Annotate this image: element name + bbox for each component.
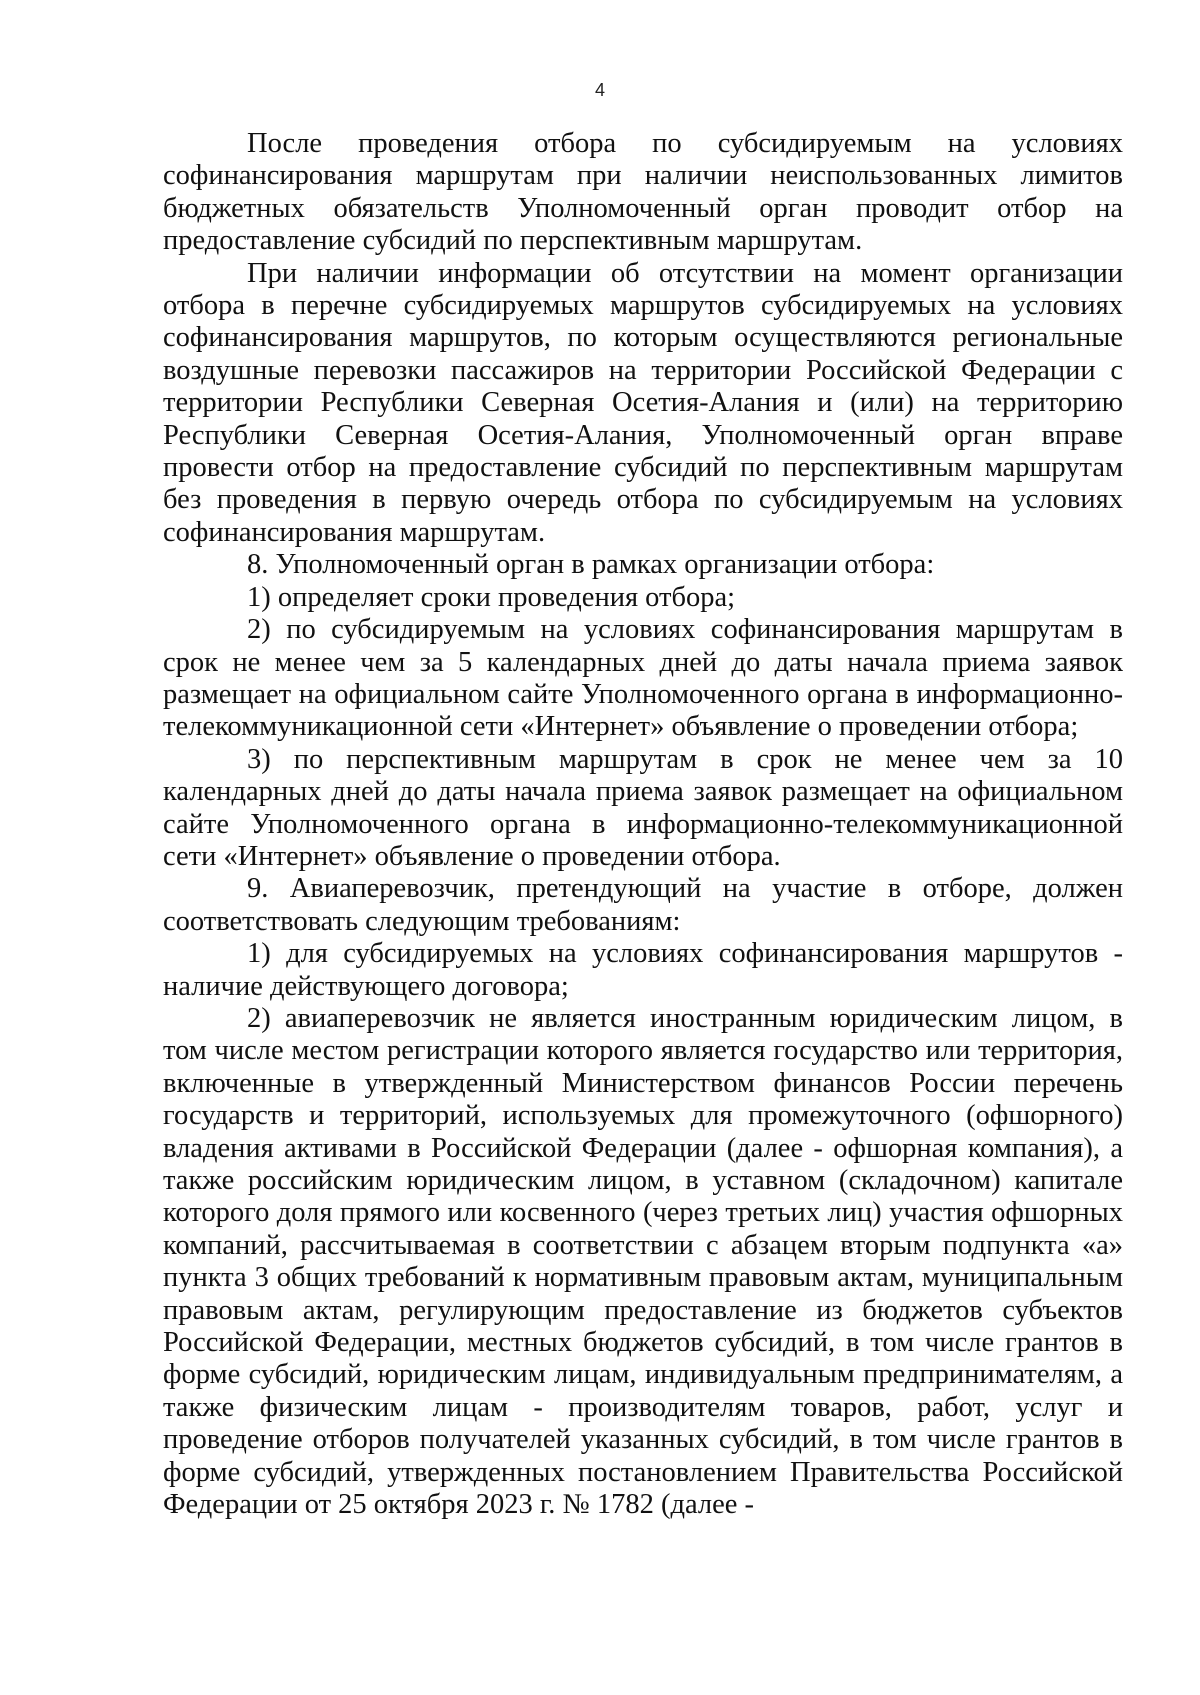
page-number: 4 bbox=[594, 80, 605, 100]
paragraph-no-routes-info: При наличии информации об отсутствии на момент организации отбора в перечне субсидируемых маршрутов субсидируемых на условиях софинансирования маршрутов, по которым осуществляются региональные воздушные перевозки пассажиров на территории Российской Федерации с территории Республики Северная Осетия-Алания и (или) на территорию Республики Северная Осетия-Алания, Уполномоченный орган вправе провести отбор на предоставление субсидий по перспективным маршрутам без проведения в первую очередь отбора по субсидируемым на условиях софинансирования маршрутам. bbox=[163, 257, 1123, 548]
document-body bbox=[163, 128, 1123, 1521]
paragraph-item-8: 8. Уполномоченный орган в рамках организации отбора: bbox=[247, 549, 935, 581]
paragraph-item-9-1: 1) для субсидируемых на условиях софинансирования маршрутов - наличие действующего договора; bbox=[163, 938, 1123, 1002]
paragraph-item-8-3: 3) по перспективным маршрутам в срок не менее чем за 10 календарных дней до даты начала приема заявок размещает на официальном сайте Уполномоченного органа в информационно-телекоммуникационной сети «Интернет» объявление о проведении отбора. bbox=[163, 743, 1123, 872]
paragraph-item-9: 9. Авиаперевозчик, претендующий на участие в отборе, должен соответствовать следующим требованиям: bbox=[163, 873, 1123, 937]
paragraph-item-9-2: 2) авиаперевозчик не является иностранным юридическим лицом, в том числе местом регистрации которого является государство или территория, включенные в утвержденный Министерством финансов России перечень государств и территорий, используемых для промежуточного (офшорного) владения активами в Российской Федерации (далее - офшорная компания), а также российским юридическим лицом, в уставном (складочном) капитале которого доля прямого или косвенного (через третьих лиц) участия офшорных компаний, рассчитываемая в соответствии с абзацем вторым подпункта «а» пункта 3 общих требований к нормативным правовым актам, муниципальным правовым актам, регулирующим предоставление из бюджетов субъектов Российской Федерации, местных бюджетов субсидий, в том числе грантов в форме субсидий, юридическим лицам, индивидуальным предпринимателям, а также физическим лицам - производителям товаров, работ, услуг и проведение отборов получателей указанных субсидий, в том числе грантов в форме субсидий, утвержденных постановлением Правительства Российской Федерации от 25 октября 2023 г. № 1782 (далее - bbox=[163, 1002, 1123, 1521]
paragraph-item-8-1: 1) определяет сроки проведения отбора; bbox=[247, 581, 736, 613]
paragraph-post-selection: После проведения отбора по субсидируемым на условиях софинансирования маршрутам при наличии неиспользованных лимитов бюджетных обязательств Уполномоченный орган проводит отбор на предоставление субсидий по перспективным маршрутам. bbox=[163, 128, 1123, 257]
paragraph-item-8-2: 2) по субсидируемым на условиях софинансирования маршрутам в срок не менее чем за 5 календарных дней до даты начала приема заявок размещает на официальном сайте Уполномоченного органа в информационно-телекоммуникационной сети «Интернет» объявление о проведении отбора; bbox=[163, 614, 1123, 743]
